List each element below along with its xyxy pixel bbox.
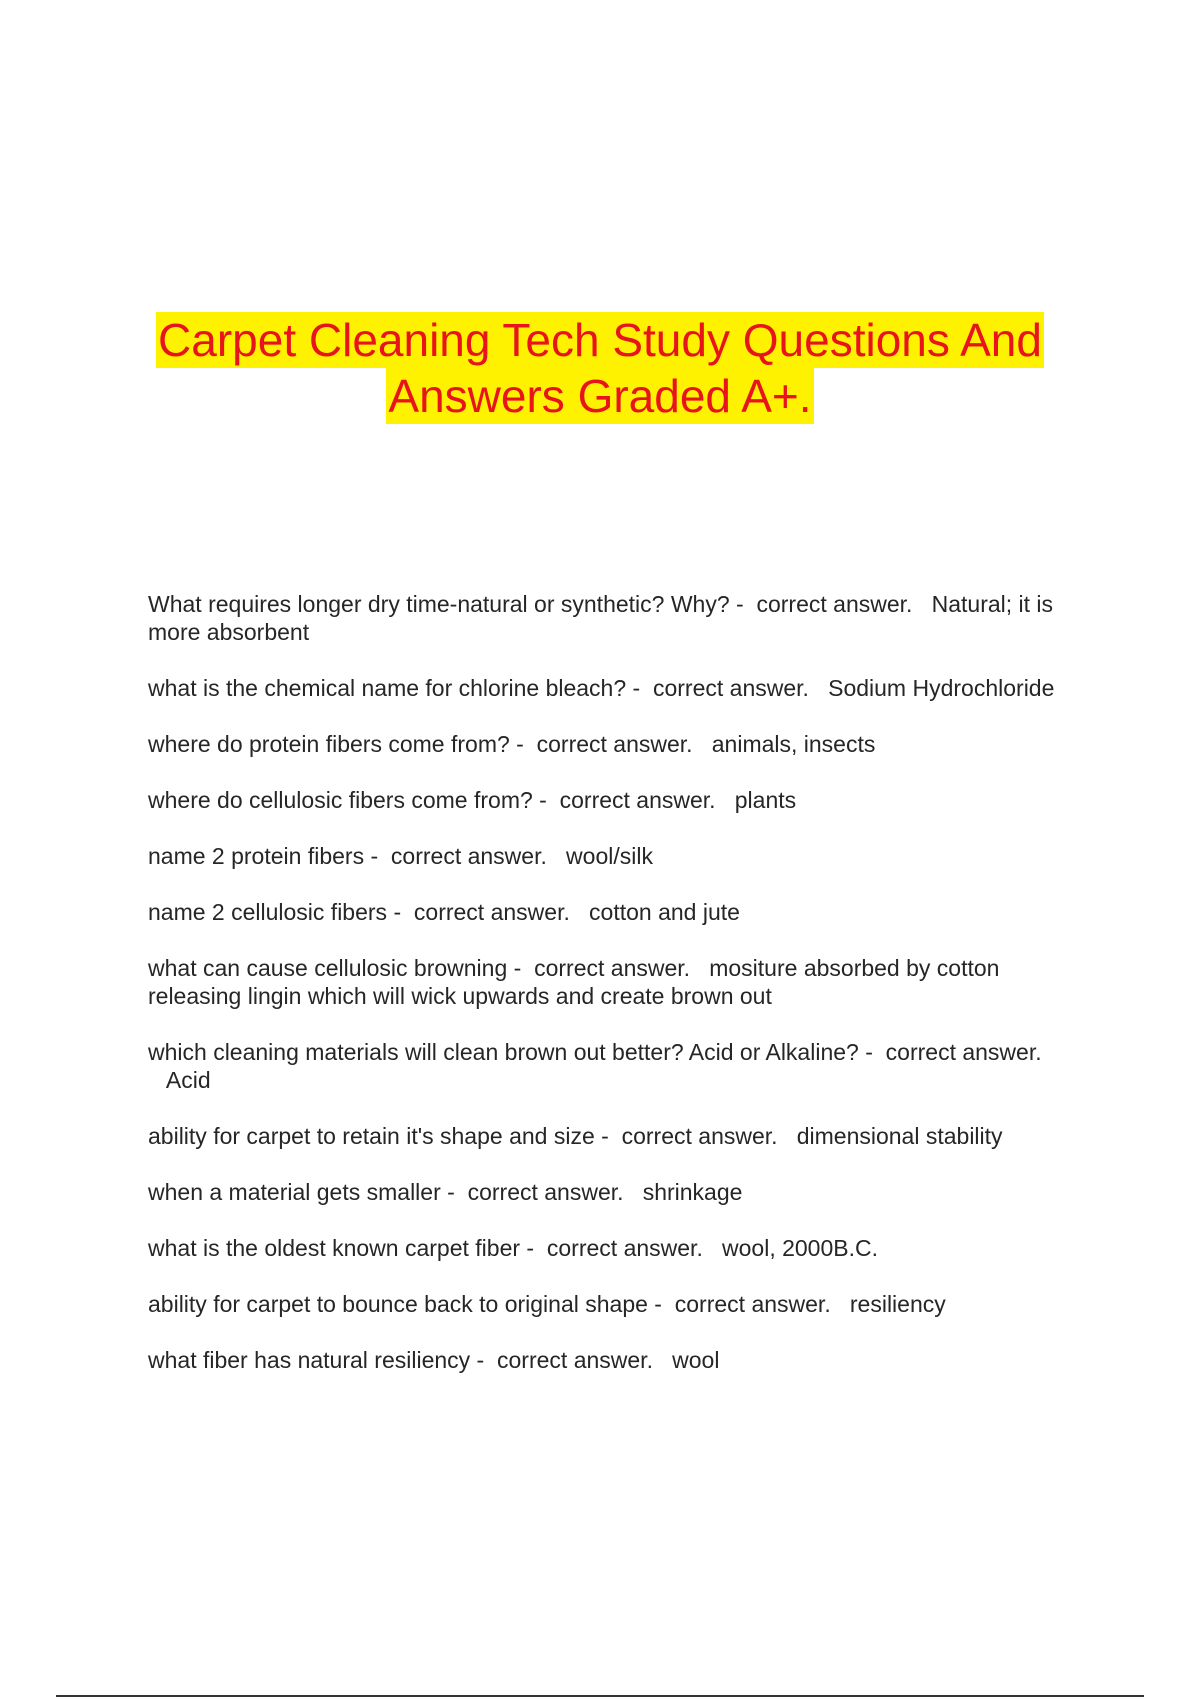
qa-item: what is the oldest known carpet fiber - correct answer. wool, 2000B.C. bbox=[148, 1235, 878, 1261]
qa-item: when a material gets smaller - correct answer. shrinkage bbox=[148, 1179, 743, 1205]
question-text: name 2 protein fibers bbox=[148, 843, 365, 869]
answer-marker: correct answer. bbox=[652, 675, 809, 701]
answer-text: animals, insects bbox=[711, 731, 876, 757]
question-text: what is the chemical name for chlorine bleach? bbox=[148, 675, 627, 701]
question-text: what fiber has natural resiliency bbox=[148, 1347, 471, 1373]
answer-text: Natural; it is more absorbent bbox=[148, 591, 1054, 645]
answer-text: dimensional stability bbox=[796, 1123, 1003, 1149]
qa-item: ability for carpet to retain it's shape and size - correct answer. dimensional stability bbox=[148, 1123, 1003, 1149]
qa-item: what can cause cellulosic browning - correct answer. mositure absorbed by cotton releasing lingin which will wick upwards and create brown out bbox=[148, 955, 1000, 1009]
qa-item: which cleaning materials will clean brown out better? Acid or Alkaline? - correct answer. Acid bbox=[148, 1039, 1042, 1093]
qa-list bbox=[148, 590, 1078, 1402]
qa-item: What requires longer dry time-natural or synthetic? Why? - correct answer. Natural; it is more absorbent bbox=[148, 591, 1054, 645]
answer-marker: correct answer. bbox=[413, 899, 570, 925]
answer-text: resiliency bbox=[849, 1291, 946, 1317]
answer-marker: correct answer. bbox=[546, 1235, 703, 1261]
answer-text: shrinkage bbox=[642, 1179, 743, 1205]
question-text: name 2 cellulosic fibers bbox=[148, 899, 388, 925]
answer-marker: correct answer. bbox=[467, 1179, 624, 1205]
question-text: which cleaning materials will clean brown out better? Acid or Alkaline? bbox=[148, 1039, 859, 1065]
qa-item: what is the chemical name for chlorine bleach? - correct answer. Sodium Hydrochloride bbox=[148, 675, 1055, 701]
title-line-1: Carpet Cleaning Tech Study Questions And bbox=[158, 314, 1042, 366]
qa-item: where do protein fibers come from? - correct answer. animals, insects bbox=[148, 731, 876, 757]
answer-text: wool/silk bbox=[566, 843, 653, 869]
question-text: where do cellulosic fibers come from? bbox=[148, 787, 533, 813]
answer-text: wool, 2000B.C. bbox=[722, 1235, 878, 1261]
qa-item: ability for carpet to bounce back to original shape - correct answer. resiliency bbox=[148, 1291, 946, 1317]
document-title bbox=[0, 312, 1200, 424]
answer-text: mositure absorbed by cotton releasing lingin which will wick upwards and create brown out bbox=[148, 955, 1000, 1009]
qa-item: name 2 cellulosic fibers - correct answer. cotton and jute bbox=[148, 899, 740, 925]
question-text: What requires longer dry time-natural or synthetic? Why? bbox=[148, 591, 730, 617]
answer-marker: correct answer. bbox=[621, 1123, 778, 1149]
question-text: what can cause cellulosic browning bbox=[148, 955, 508, 981]
answer-marker: correct answer. bbox=[674, 1291, 831, 1317]
question-text: when a material gets smaller bbox=[148, 1179, 441, 1205]
answer-text: Acid bbox=[165, 1067, 211, 1093]
title-line-2: Answers Graded A+. bbox=[388, 370, 812, 422]
answer-text: wool bbox=[672, 1347, 720, 1373]
qa-item: what fiber has natural resiliency - correct answer. wool bbox=[148, 1347, 720, 1373]
answer-marker: correct answer. bbox=[390, 843, 547, 869]
qa-item: where do cellulosic fibers come from? - correct answer. plants bbox=[148, 787, 797, 813]
answer-text: plants bbox=[734, 787, 797, 813]
answer-text: Sodium Hydrochloride bbox=[828, 675, 1055, 701]
answer-marker: correct answer. bbox=[559, 787, 716, 813]
answer-marker: correct answer. bbox=[497, 1347, 653, 1373]
answer-marker: correct answer. bbox=[885, 1039, 1042, 1065]
question-text: ability for carpet to retain it's shape and size bbox=[148, 1123, 595, 1149]
qa-item: name 2 protein fibers - correct answer. wool/silk bbox=[148, 843, 653, 869]
question-text: what is the oldest known carpet fiber bbox=[148, 1235, 521, 1261]
bottom-divider bbox=[56, 1695, 1144, 1697]
question-text: where do protein fibers come from? bbox=[148, 731, 510, 757]
answer-marker: correct answer. bbox=[536, 731, 693, 757]
answer-text: cotton and jute bbox=[589, 899, 740, 925]
answer-marker: correct answer. bbox=[756, 591, 913, 617]
question-text: ability for carpet to bounce back to original shape bbox=[148, 1291, 648, 1317]
answer-marker: correct answer. bbox=[534, 955, 691, 981]
